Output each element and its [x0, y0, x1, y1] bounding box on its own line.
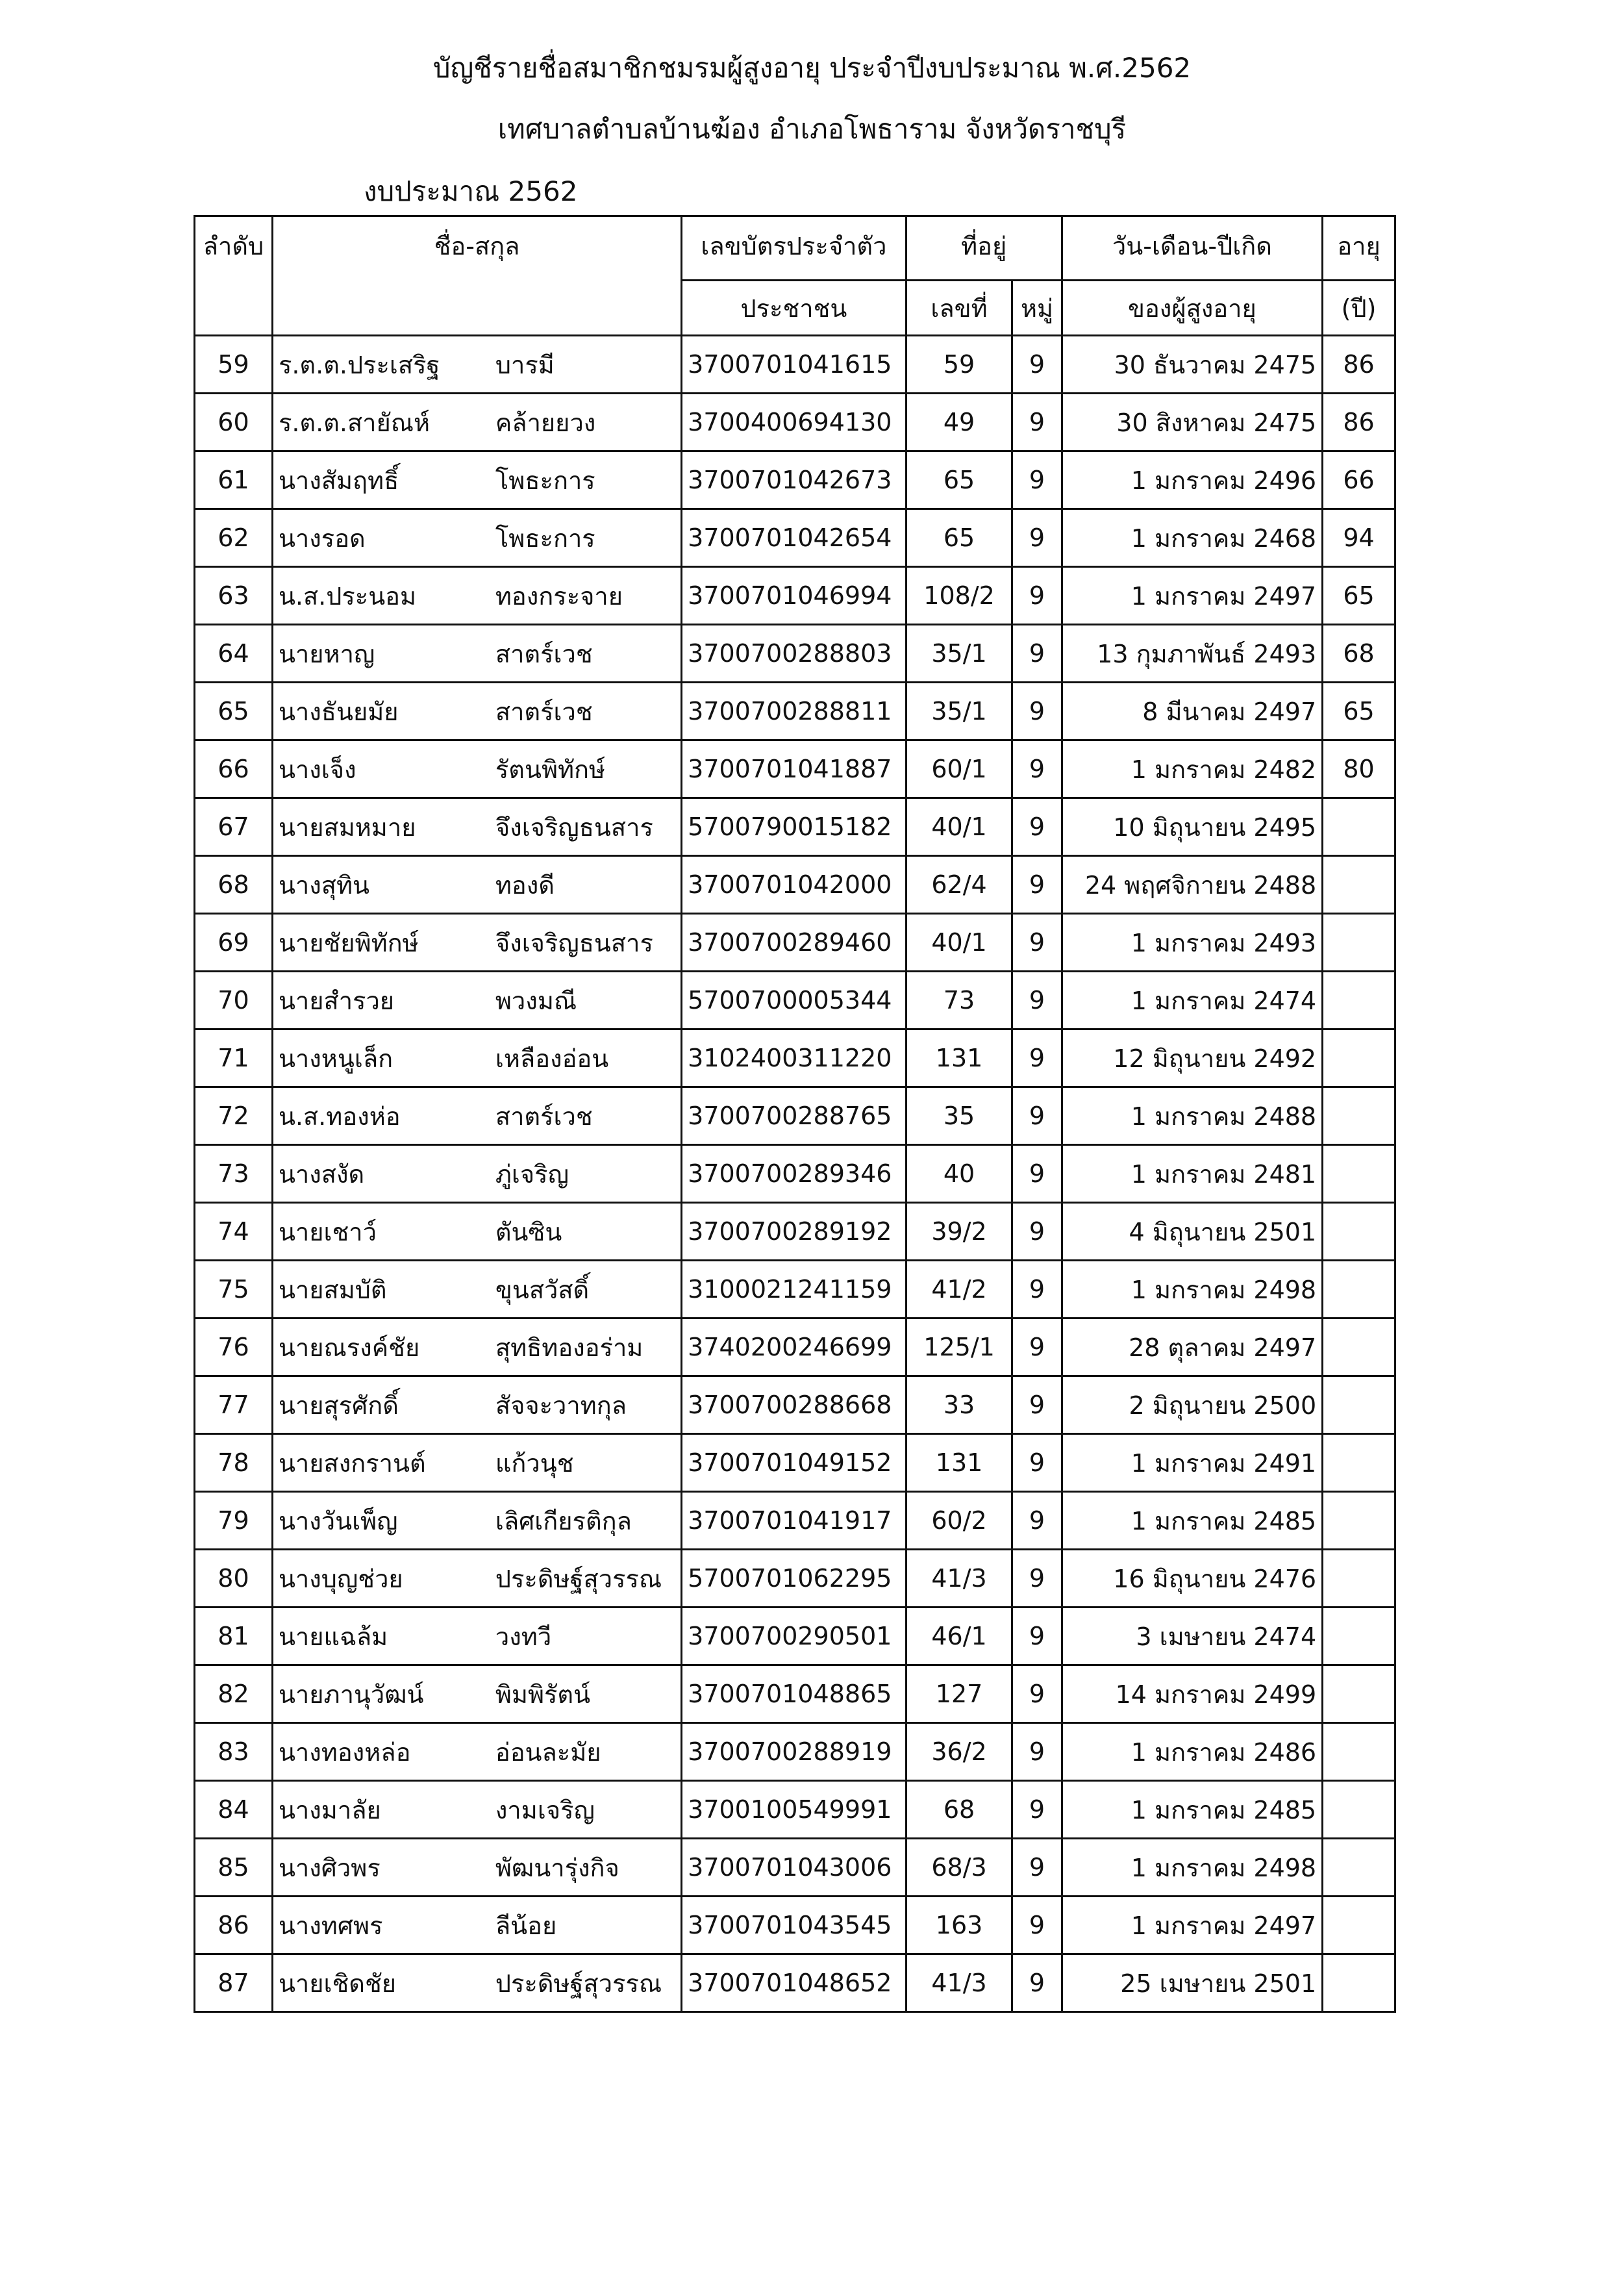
cell-date-of-birth: 1 มกราคม 2498 [1062, 1261, 1323, 1318]
budget-label: งบประมาณ 2562 [364, 175, 578, 207]
header-no: ลำดับ [195, 216, 273, 336]
cell-date-of-birth: 10 มิถุนายน 2495 [1062, 798, 1323, 856]
table-row [195, 1087, 1395, 1145]
cell-house-no: 35 [906, 1087, 1012, 1145]
cell-name: นางสงัด [272, 1145, 490, 1203]
cell-surname: จึงเจริญธนสาร [490, 798, 682, 856]
cell-house-no: 33 [906, 1376, 1012, 1434]
cell-id-number: 3700400694130 [682, 394, 906, 451]
cell-moo: 9 [1012, 1781, 1062, 1839]
cell-name: นายหาญ [272, 625, 490, 683]
cell-id-number: 3700701041917 [682, 1492, 906, 1550]
table-row [195, 1608, 1395, 1665]
cell-age [1323, 972, 1395, 1029]
cell-house-no: 108/2 [906, 567, 1012, 625]
cell-name: นายภานุวัฒน์ [272, 1665, 490, 1723]
cell-surname: พวงมณี [490, 972, 682, 1029]
cell-name: น.ส.ทองห่อ [272, 1087, 490, 1145]
cell-age: 68 [1323, 625, 1395, 683]
cell-no: 86 [195, 1897, 273, 1954]
table-row [195, 1954, 1395, 2012]
cell-age [1323, 798, 1395, 856]
cell-surname: สัจจะวาทกุล [490, 1376, 682, 1434]
cell-id-number: 3700700288919 [682, 1723, 906, 1781]
cell-id-number: 3700701042673 [682, 451, 906, 509]
cell-name: นายสงกรานต์ [272, 1434, 490, 1492]
cell-no: 76 [195, 1318, 273, 1376]
table-body [195, 336, 1395, 2012]
cell-moo: 9 [1012, 1203, 1062, 1261]
cell-id-number: 3102400311220 [682, 1029, 906, 1087]
cell-moo: 9 [1012, 1434, 1062, 1492]
cell-house-no: 60/2 [906, 1492, 1012, 1550]
cell-date-of-birth: 12 มิถุนายน 2492 [1062, 1029, 1323, 1087]
header-address: ที่อยู่ [906, 216, 1062, 281]
cell-date-of-birth: 1 มกราคม 2486 [1062, 1723, 1323, 1781]
cell-no: 79 [195, 1492, 273, 1550]
cell-age [1323, 1203, 1395, 1261]
cell-moo: 9 [1012, 1492, 1062, 1550]
cell-name: นางสุทิน [272, 856, 490, 914]
cell-surname: ลีน้อย [490, 1897, 682, 1954]
table-row [195, 1897, 1395, 1954]
cell-no: 77 [195, 1376, 273, 1434]
header-id-line2: ประชาชน [682, 281, 906, 336]
cell-id-number: 3700700288765 [682, 1087, 906, 1145]
cell-moo: 9 [1012, 1897, 1062, 1954]
cell-date-of-birth: 16 มิถุนายน 2476 [1062, 1550, 1323, 1608]
table-row [195, 1839, 1395, 1897]
table-row [195, 1550, 1395, 1608]
cell-moo: 9 [1012, 1550, 1062, 1608]
cell-age [1323, 1434, 1395, 1492]
cell-moo: 9 [1012, 1376, 1062, 1434]
cell-no: 67 [195, 798, 273, 856]
cell-name: นางรอด [272, 509, 490, 567]
cell-id-number: 3700701043006 [682, 1839, 906, 1897]
cell-surname: ภู่เจริญ [490, 1145, 682, 1203]
cell-age: 65 [1323, 683, 1395, 740]
cell-id-number: 3700701042654 [682, 509, 906, 567]
cell-age [1323, 1897, 1395, 1954]
cell-age [1323, 1781, 1395, 1839]
cell-age [1323, 1550, 1395, 1608]
header-age-line2: (ปี) [1323, 281, 1395, 336]
cell-moo: 9 [1012, 683, 1062, 740]
cell-name: นางบุญช่วย [272, 1550, 490, 1608]
cell-date-of-birth: 1 มกราคม 2488 [1062, 1087, 1323, 1145]
document-title: บัญชีรายชื่อสมาชิกชมรมผู้สูงอายุ ประจำปีงบประมาณ พ.ศ.2562 [432, 52, 1192, 84]
table-row [195, 1318, 1395, 1376]
cell-house-no: 40 [906, 1145, 1012, 1203]
cell-id-number: 3700701041615 [682, 336, 906, 394]
cell-no: 83 [195, 1723, 273, 1781]
cell-age [1323, 1723, 1395, 1781]
cell-surname: แก้วนุช [490, 1434, 682, 1492]
cell-date-of-birth: 1 มกราคม 2468 [1062, 509, 1323, 567]
cell-date-of-birth: 1 มกราคม 2497 [1062, 1897, 1323, 1954]
cell-moo: 9 [1012, 798, 1062, 856]
cell-surname: พิมพิรัตน์ [490, 1665, 682, 1723]
cell-id-number: 3700701048865 [682, 1665, 906, 1723]
cell-date-of-birth: 25 เมษายน 2501 [1062, 1954, 1323, 2012]
cell-id-number: 5700790015182 [682, 798, 906, 856]
cell-name: นางวันเพ็ญ [272, 1492, 490, 1550]
cell-moo: 9 [1012, 567, 1062, 625]
cell-no: 81 [195, 1608, 273, 1665]
cell-age [1323, 1376, 1395, 1434]
table-row [195, 567, 1395, 625]
cell-date-of-birth: 4 มิถุนายน 2501 [1062, 1203, 1323, 1261]
cell-surname: วงทวี [490, 1608, 682, 1665]
cell-moo: 9 [1012, 972, 1062, 1029]
header-house-no: เลขที่ [906, 281, 1012, 336]
cell-moo: 9 [1012, 1261, 1062, 1318]
cell-date-of-birth: 1 มกราคม 2485 [1062, 1492, 1323, 1550]
cell-age [1323, 1087, 1395, 1145]
cell-house-no: 125/1 [906, 1318, 1012, 1376]
cell-surname: งามเจริญ [490, 1781, 682, 1839]
cell-age [1323, 914, 1395, 972]
cell-moo: 9 [1012, 1029, 1062, 1087]
cell-surname: อ่อนละมัย [490, 1723, 682, 1781]
cell-surname: ขุนสวัสดิ์ [490, 1261, 682, 1318]
cell-no: 85 [195, 1839, 273, 1897]
table-row [195, 394, 1395, 451]
cell-date-of-birth: 1 มกราคม 2485 [1062, 1781, 1323, 1839]
cell-house-no: 39/2 [906, 1203, 1012, 1261]
table-row [195, 1145, 1395, 1203]
cell-moo: 9 [1012, 394, 1062, 451]
cell-house-no: 40/1 [906, 798, 1012, 856]
cell-house-no: 65 [906, 451, 1012, 509]
cell-age [1323, 1318, 1395, 1376]
cell-no: 82 [195, 1665, 273, 1723]
cell-moo: 9 [1012, 856, 1062, 914]
cell-surname: เลิศเกียรติกุล [490, 1492, 682, 1550]
cell-name: นายเชิดชัย [272, 1954, 490, 2012]
cell-date-of-birth: 30 ธันวาคม 2475 [1062, 336, 1323, 394]
cell-age [1323, 1608, 1395, 1665]
cell-moo: 9 [1012, 1954, 1062, 2012]
cell-no: 71 [195, 1029, 273, 1087]
cell-no: 62 [195, 509, 273, 567]
cell-age [1323, 1261, 1395, 1318]
cell-name: ร.ต.ต.ประเสริฐ [272, 336, 490, 394]
cell-age: 86 [1323, 336, 1395, 394]
cell-date-of-birth: 2 มิถุนายน 2500 [1062, 1376, 1323, 1434]
table-row [195, 625, 1395, 683]
cell-moo: 9 [1012, 509, 1062, 567]
cell-moo: 9 [1012, 740, 1062, 798]
cell-moo: 9 [1012, 1087, 1062, 1145]
cell-no: 78 [195, 1434, 273, 1492]
cell-house-no: 62/4 [906, 856, 1012, 914]
cell-age: 80 [1323, 740, 1395, 798]
cell-house-no: 59 [906, 336, 1012, 394]
cell-id-number: 3700701043545 [682, 1897, 906, 1954]
cell-house-no: 73 [906, 972, 1012, 1029]
cell-date-of-birth: 1 มกราคม 2496 [1062, 451, 1323, 509]
cell-moo: 9 [1012, 1608, 1062, 1665]
cell-id-number: 5700700005344 [682, 972, 906, 1029]
cell-date-of-birth: 1 มกราคม 2498 [1062, 1839, 1323, 1897]
cell-moo: 9 [1012, 1145, 1062, 1203]
table-row [195, 1723, 1395, 1781]
cell-surname: สาตร์เวช [490, 1087, 682, 1145]
cell-id-number: 3740200246699 [682, 1318, 906, 1376]
cell-date-of-birth: 30 สิงหาคม 2475 [1062, 394, 1323, 451]
cell-no: 70 [195, 972, 273, 1029]
cell-surname: คล้ายยวง [490, 394, 682, 451]
cell-age: 66 [1323, 451, 1395, 509]
table-row [195, 336, 1395, 394]
cell-age [1323, 1839, 1395, 1897]
cell-no: 72 [195, 1087, 273, 1145]
cell-id-number: 3700700289460 [682, 914, 906, 972]
cell-moo: 9 [1012, 1723, 1062, 1781]
cell-name: นายสมหมาย [272, 798, 490, 856]
cell-surname: ประดิษฐ์สุวรรณ [490, 1954, 682, 2012]
cell-no: 60 [195, 394, 273, 451]
header-id-line1: เลขบัตรประจำตัว [682, 216, 906, 281]
cell-age: 86 [1323, 394, 1395, 451]
table-row [195, 972, 1395, 1029]
cell-id-number: 5700701062295 [682, 1550, 906, 1608]
cell-date-of-birth: 1 มกราคม 2493 [1062, 914, 1323, 972]
document-subtitle: เทศบาลตำบลบ้านฆ้อง อำเภอโพธาราม จังหวัดราชบุรี [497, 113, 1127, 145]
cell-name: นางหนูเล็ก [272, 1029, 490, 1087]
cell-id-number: 3700701046994 [682, 567, 906, 625]
cell-house-no: 127 [906, 1665, 1012, 1723]
cell-surname: เหลืองอ่อน [490, 1029, 682, 1087]
table-row [195, 1665, 1395, 1723]
cell-name: นายสำรวย [272, 972, 490, 1029]
header-age-line1: อายุ [1323, 216, 1395, 281]
table-row [195, 451, 1395, 509]
cell-date-of-birth: 28 ตุลาคม 2497 [1062, 1318, 1323, 1376]
cell-id-number: 3700701042000 [682, 856, 906, 914]
cell-surname: รัตนพิทักษ์ [490, 740, 682, 798]
cell-id-number: 3100021241159 [682, 1261, 906, 1318]
cell-no: 68 [195, 856, 273, 914]
cell-age [1323, 1145, 1395, 1203]
cell-date-of-birth: 1 มกราคม 2482 [1062, 740, 1323, 798]
cell-no: 87 [195, 1954, 273, 2012]
table-row [195, 683, 1395, 740]
cell-house-no: 68 [906, 1781, 1012, 1839]
table-row [195, 1261, 1395, 1318]
cell-house-no: 36/2 [906, 1723, 1012, 1781]
cell-house-no: 49 [906, 394, 1012, 451]
cell-surname: สาตร์เวช [490, 625, 682, 683]
cell-no: 69 [195, 914, 273, 972]
cell-id-number: 3700700289192 [682, 1203, 906, 1261]
cell-id-number: 3700701049152 [682, 1434, 906, 1492]
cell-age [1323, 1029, 1395, 1087]
cell-id-number: 3700700288668 [682, 1376, 906, 1434]
cell-house-no: 41/3 [906, 1550, 1012, 1608]
header-dob-line1: วัน-เดือน-ปีเกิด [1062, 216, 1323, 281]
cell-surname: บารมี [490, 336, 682, 394]
cell-age [1323, 1665, 1395, 1723]
cell-surname: ประดิษฐ์สุวรรณ [490, 1550, 682, 1608]
cell-name: นางสัมฤทธิ์ [272, 451, 490, 509]
cell-surname: จึงเจริญธนสาร [490, 914, 682, 972]
cell-name: นางทศพร [272, 1897, 490, 1954]
cell-name: นายแฉล้ม [272, 1608, 490, 1665]
cell-id-number: 3700701041887 [682, 740, 906, 798]
cell-moo: 9 [1012, 1665, 1062, 1723]
cell-no: 65 [195, 683, 273, 740]
cell-name: ร.ต.ต.สายัณห์ [272, 394, 490, 451]
cell-moo: 9 [1012, 1839, 1062, 1897]
cell-date-of-birth: 3 เมษายน 2474 [1062, 1608, 1323, 1665]
cell-no: 84 [195, 1781, 273, 1839]
cell-moo: 9 [1012, 451, 1062, 509]
cell-house-no: 35/1 [906, 625, 1012, 683]
cell-no: 59 [195, 336, 273, 394]
cell-name: นางธันยมัย [272, 683, 490, 740]
header-moo: หมู่ [1012, 281, 1062, 336]
cell-name: นางศิวพร [272, 1839, 490, 1897]
cell-no: 64 [195, 625, 273, 683]
cell-id-number: 3700700289346 [682, 1145, 906, 1203]
member-roster-table [194, 215, 1396, 2013]
cell-id-number: 3700700290501 [682, 1608, 906, 1665]
cell-house-no: 41/2 [906, 1261, 1012, 1318]
cell-surname: สาตร์เวช [490, 683, 682, 740]
cell-date-of-birth: 1 มกราคม 2497 [1062, 567, 1323, 625]
cell-id-number: 3700700288803 [682, 625, 906, 683]
cell-id-number: 3700100549991 [682, 1781, 906, 1839]
cell-house-no: 131 [906, 1029, 1012, 1087]
cell-surname: โพธะการ [490, 451, 682, 509]
cell-no: 61 [195, 451, 273, 509]
cell-age [1323, 1492, 1395, 1550]
cell-name: น.ส.ประนอม [272, 567, 490, 625]
table-row [195, 798, 1395, 856]
cell-surname: ตันซิน [490, 1203, 682, 1261]
table-row [195, 914, 1395, 972]
cell-date-of-birth: 1 มกราคม 2474 [1062, 972, 1323, 1029]
cell-age [1323, 1954, 1395, 2012]
cell-date-of-birth: 1 มกราคม 2481 [1062, 1145, 1323, 1203]
cell-moo: 9 [1012, 914, 1062, 972]
cell-date-of-birth: 13 กุมภาพันธ์ 2493 [1062, 625, 1323, 683]
table-row [195, 509, 1395, 567]
cell-name: นายณรงค์ชัย [272, 1318, 490, 1376]
cell-surname: โพธะการ [490, 509, 682, 567]
cell-age: 65 [1323, 567, 1395, 625]
cell-surname: ทองดี [490, 856, 682, 914]
cell-no: 74 [195, 1203, 273, 1261]
cell-house-no: 68/3 [906, 1839, 1012, 1897]
cell-house-no: 131 [906, 1434, 1012, 1492]
cell-house-no: 46/1 [906, 1608, 1012, 1665]
cell-no: 73 [195, 1145, 273, 1203]
cell-no: 80 [195, 1550, 273, 1608]
cell-date-of-birth: 8 มีนาคม 2497 [1062, 683, 1323, 740]
cell-date-of-birth: 24 พฤศจิกายน 2488 [1062, 856, 1323, 914]
table-header-row [195, 216, 1395, 281]
cell-name: นายสมบัติ [272, 1261, 490, 1318]
header-name: ชื่อ-สกุล [272, 216, 681, 336]
cell-house-no: 35/1 [906, 683, 1012, 740]
cell-name: นายชัยพิทักษ์ [272, 914, 490, 972]
table-row [195, 1492, 1395, 1550]
cell-name: นางมาลัย [272, 1781, 490, 1839]
table-row [195, 856, 1395, 914]
cell-id-number: 3700700288811 [682, 683, 906, 740]
cell-no: 75 [195, 1261, 273, 1318]
cell-date-of-birth: 14 มกราคม 2499 [1062, 1665, 1323, 1723]
cell-house-no: 60/1 [906, 740, 1012, 798]
cell-age: 94 [1323, 509, 1395, 567]
cell-surname: สุทธิทองอร่าม [490, 1318, 682, 1376]
cell-surname: พัฒนารุ่งกิจ [490, 1839, 682, 1897]
cell-name: นายเชาว์ [272, 1203, 490, 1261]
table-row [195, 1203, 1395, 1261]
cell-house-no: 41/3 [906, 1954, 1012, 2012]
cell-date-of-birth: 1 มกราคม 2491 [1062, 1434, 1323, 1492]
cell-id-number: 3700701048652 [682, 1954, 906, 2012]
cell-surname: ทองกระจาย [490, 567, 682, 625]
cell-no: 63 [195, 567, 273, 625]
cell-name: นางทองหล่อ [272, 1723, 490, 1781]
table-row [195, 1781, 1395, 1839]
cell-moo: 9 [1012, 336, 1062, 394]
header-dob-line2: ของผู้สูงอายุ [1062, 281, 1323, 336]
cell-moo: 9 [1012, 625, 1062, 683]
cell-house-no: 163 [906, 1897, 1012, 1954]
table-row [195, 1434, 1395, 1492]
table-row [195, 1376, 1395, 1434]
cell-moo: 9 [1012, 1318, 1062, 1376]
cell-name: นางเจ็ง [272, 740, 490, 798]
cell-name: นายสุรศักดิ์ [272, 1376, 490, 1434]
cell-house-no: 40/1 [906, 914, 1012, 972]
cell-house-no: 65 [906, 509, 1012, 567]
cell-age [1323, 856, 1395, 914]
table-row [195, 1029, 1395, 1087]
table-row [195, 740, 1395, 798]
cell-no: 66 [195, 740, 273, 798]
